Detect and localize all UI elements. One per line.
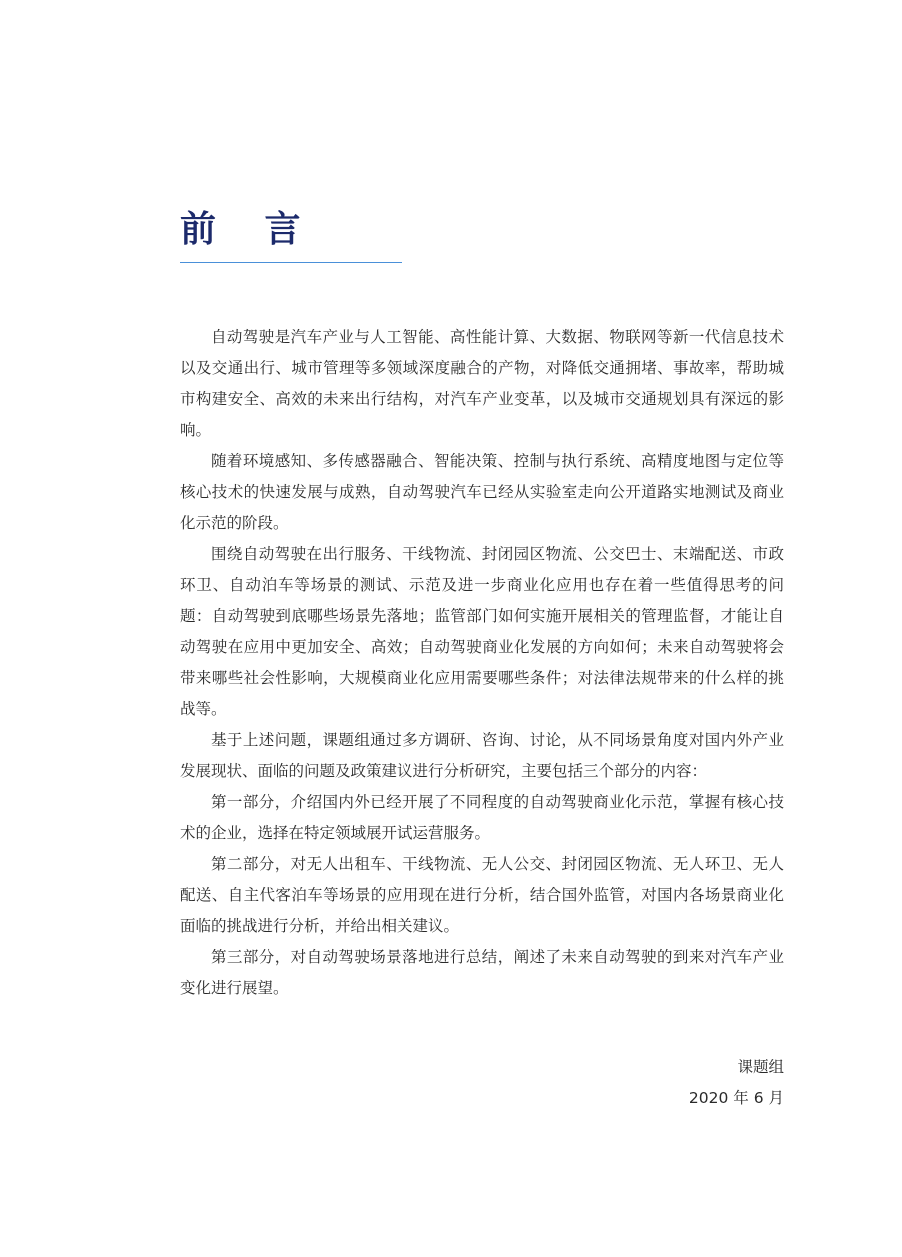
paragraph-7: 第三部分，对自动驾驶场景落地进行总结，阐述了未来自动驾驶的到来对汽车产业变化进行展望。: [180, 948, 784, 997]
paragraph-5: 第一部分，介绍国内外已经开展了不同程度的自动驾驶商业化示范，掌握有核心技术的企业，选择在特定领域展开试运营服务。: [180, 793, 784, 842]
paragraph-4: 基于上述问题，课题组通过多方调研、咨询、讨论，从不同场景角度对国内外产业发展现状、面临的问题及政策建议进行分析研究，主要包括三个部分的内容：: [180, 731, 784, 780]
title-underline: [180, 262, 402, 263]
paragraph-1: 自动驾驶是汽车产业与人工智能、高性能计算、大数据、物联网等新一代信息技术以及交通出行、城市管理等多领域深度融合的产物，对降低交通拥堵、事故率，帮助城市构建安全、高效的未来出行结构，对汽车产业变革，以及城市交通规划具有深远的影响。: [180, 328, 784, 439]
signature-date: 2020 年 6 月: [688, 1089, 784, 1107]
signature-author: 课题组: [737, 1058, 784, 1076]
signature-block: [689, 1052, 784, 1114]
paragraph-6: 第二部分，对无人出租车、干线物流、无人公交、封闭园区物流、无人环卫、无人配送、自主代客泊车等场景的应用现在进行分析，结合国外监管，对国内各场景商业化面临的挑战进行分析，并给出相关建议。: [180, 855, 784, 935]
preface-body: [180, 322, 784, 1004]
page-title: 前 言: [180, 209, 319, 250]
paragraph-3: 围绕自动驾驶在出行服务、干线物流、封闭园区物流、公交巴士、末端配送、市政环卫、自动泊车等场景的测试、示范及进一步商业化应用也存在着一些值得思考的问题：自动驾驶到底哪些场景先落地；监管部门如何实施开展相关的管理监督，才能让自动驾驶在应用中更加安全、高效；自动驾驶商业化发展的方向如何；未来自动驾驶将会带来哪些社会性影响，大规模商业化应用需要哪些条件；对法律法规带来的什么样的挑战等。: [180, 545, 784, 718]
paragraph-2: 随着环境感知、多传感器融合、智能决策、控制与执行系统、高精度地图与定位等核心技术的快速发展与成熟，自动驾驶汽车已经从实验室走向公开道路实地测试及商业化示范的阶段。: [180, 452, 784, 532]
